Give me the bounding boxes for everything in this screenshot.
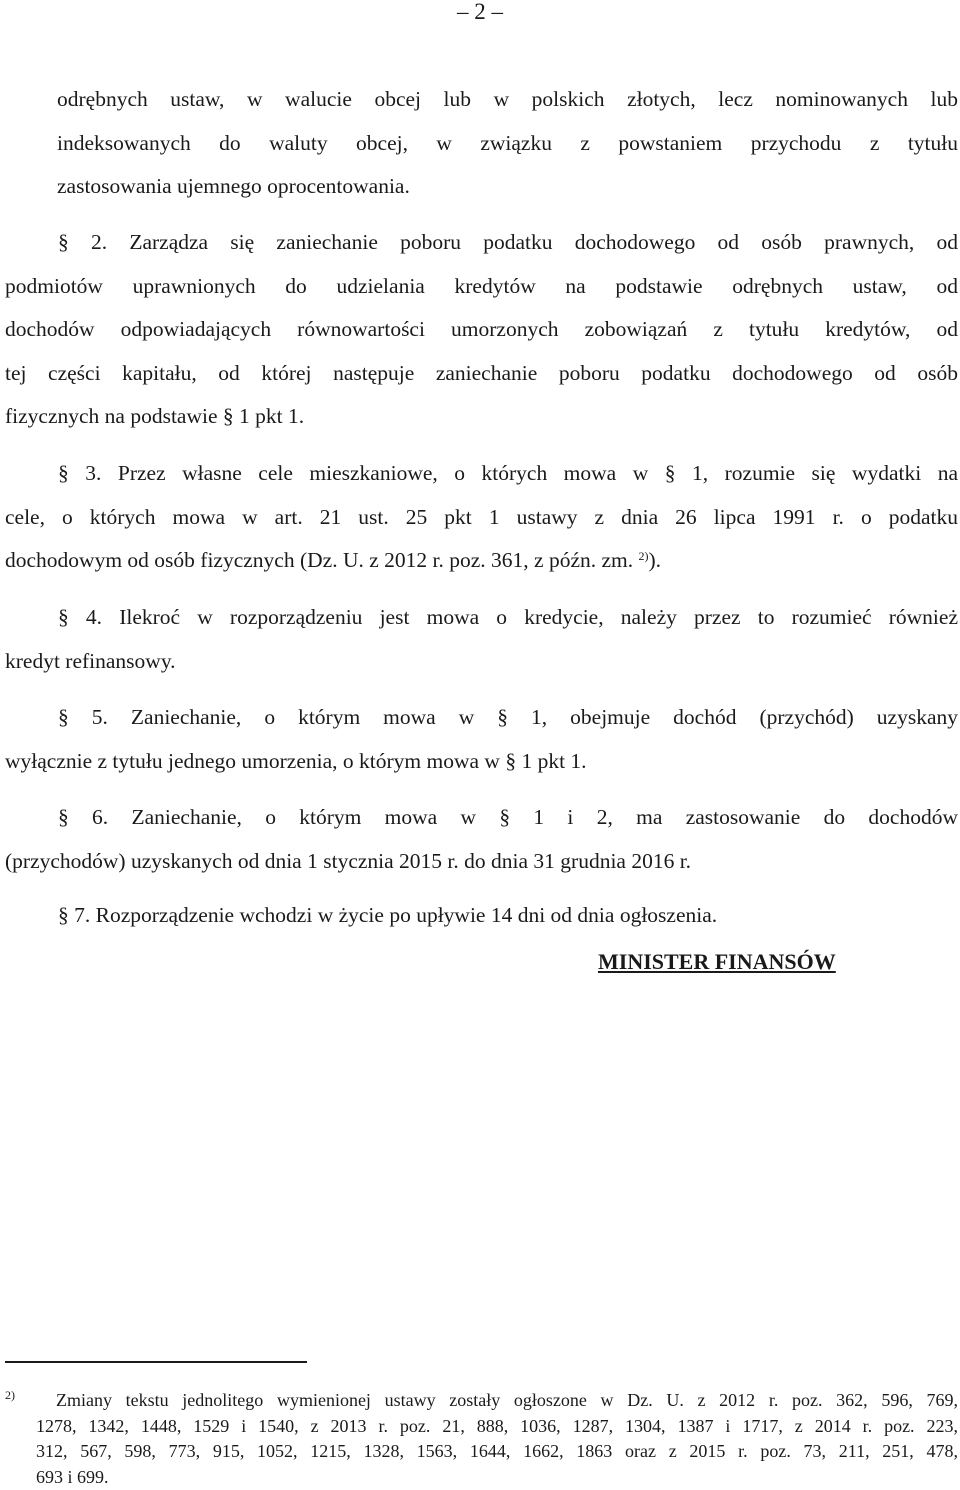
footnote-line: 693 i 699. <box>5 1465 958 1490</box>
footnote-divider <box>5 1361 307 1363</box>
paragraph-line: § 5. Zaniechanie, o którym mowa w § 1, obejmuje dochód (przychód) uzyskany <box>5 696 958 740</box>
footnote-line: 1278, 1342, 1448, 1529 i 1540, z 2013 r. poz. 21, 888, 1036, 1287, 1304, 1387 i 1717, z 2014 r. poz. 223, <box>5 1414 958 1440</box>
paragraph-section-4 <box>5 596 958 683</box>
paragraph-line: cele, o których mowa w art. 21 ust. 25 pkt 1 ustawy z dnia 26 lipca 1991 r. o podatku <box>5 496 958 540</box>
footnote-reference[interactable]: 2) <box>639 549 649 563</box>
paragraph-section-5 <box>5 696 958 783</box>
paragraph-line: indeksowanych do waluty obcej, w związku z powstaniem przychodu z tytułu <box>5 122 958 166</box>
paragraph-line: tej części kapitału, od której następuje zaniechanie poboru podatku dochodowego od osób <box>5 352 958 396</box>
paragraph-line: fizycznych na podstawie § 1 pkt 1. <box>5 395 958 439</box>
footnote-2 <box>5 1388 958 1490</box>
paragraph-line: § 4. Ilekroć w rozporządzeniu jest mowa o kredycie, należy przez to rozumieć również <box>5 596 958 640</box>
paragraph-line: zastosowania ujemnego oprocentowania. <box>5 165 958 209</box>
paragraph-line: dochodów odpowiadających równowartości umorzonych zobowiązań z tytułu kredytów, od <box>5 308 958 352</box>
paragraph-text: dochodowym od osób fizycznych (Dz. U. z 2012 r. poz. 361, z późn. zm. <box>5 548 633 572</box>
paragraph-line: kredyt refinansowy. <box>5 640 958 684</box>
signature-minister: MINISTER FINANSÓW <box>598 940 888 983</box>
paragraph-section-7 <box>5 894 958 938</box>
footnote-line <box>5 1388 958 1414</box>
paragraph-section-3 <box>5 452 958 583</box>
paragraph-line: § 2. Zarządza się zaniechanie poboru podatku dochodowego od osób prawnych, od <box>5 221 958 265</box>
paragraph-line: podmiotów uprawnionych do udzielania kredytów na podstawie odrębnych ustaw, od <box>5 265 958 309</box>
paragraph-line: odrębnych ustaw, w walucie obcej lub w polskich złotych, lecz nominowanych lub <box>5 78 958 122</box>
paragraph-line: § 3. Przez własne cele mieszkaniowe, o których mowa w § 1, rozumie się wydatki na <box>5 452 958 496</box>
page-number: – 2 – <box>0 0 960 24</box>
paragraph-line: (przychodów) uzyskanych od dnia 1 stycznia 2015 r. do dnia 31 grudnia 2016 r. <box>5 840 958 884</box>
paragraph-section-6 <box>5 796 958 883</box>
paragraph-1-continuation <box>5 78 958 209</box>
footnote-text: Zmiany tekstu jednolitego wymienionej ustawy zostały ogłoszone w Dz. U. z 2012 r. poz. 362, 596, 769, <box>56 1390 958 1410</box>
footnote-line: 312, 567, 598, 773, 915, 1052, 1215, 1328, 1563, 1644, 1662, 1863 oraz z 2015 r. poz. 73, 211, 251, 478, <box>5 1439 958 1465</box>
paragraph-section-2 <box>5 221 958 439</box>
paragraph-line: § 6. Zaniechanie, o którym mowa w § 1 i 2, ma zastosowanie do dochodów <box>5 796 958 840</box>
paragraph-line: § 7. Rozporządzenie wchodzi w życie po upływie 14 dni od dnia ogłoszenia. <box>5 894 958 938</box>
footnote-marker: 2) <box>5 1388 15 1402</box>
paragraph-text-end: ). <box>649 548 662 572</box>
paragraph-line: wyłącznie z tytułu jednego umorzenia, o którym mowa w § 1 pkt 1. <box>5 740 958 784</box>
paragraph-line-with-footnote <box>5 539 958 583</box>
